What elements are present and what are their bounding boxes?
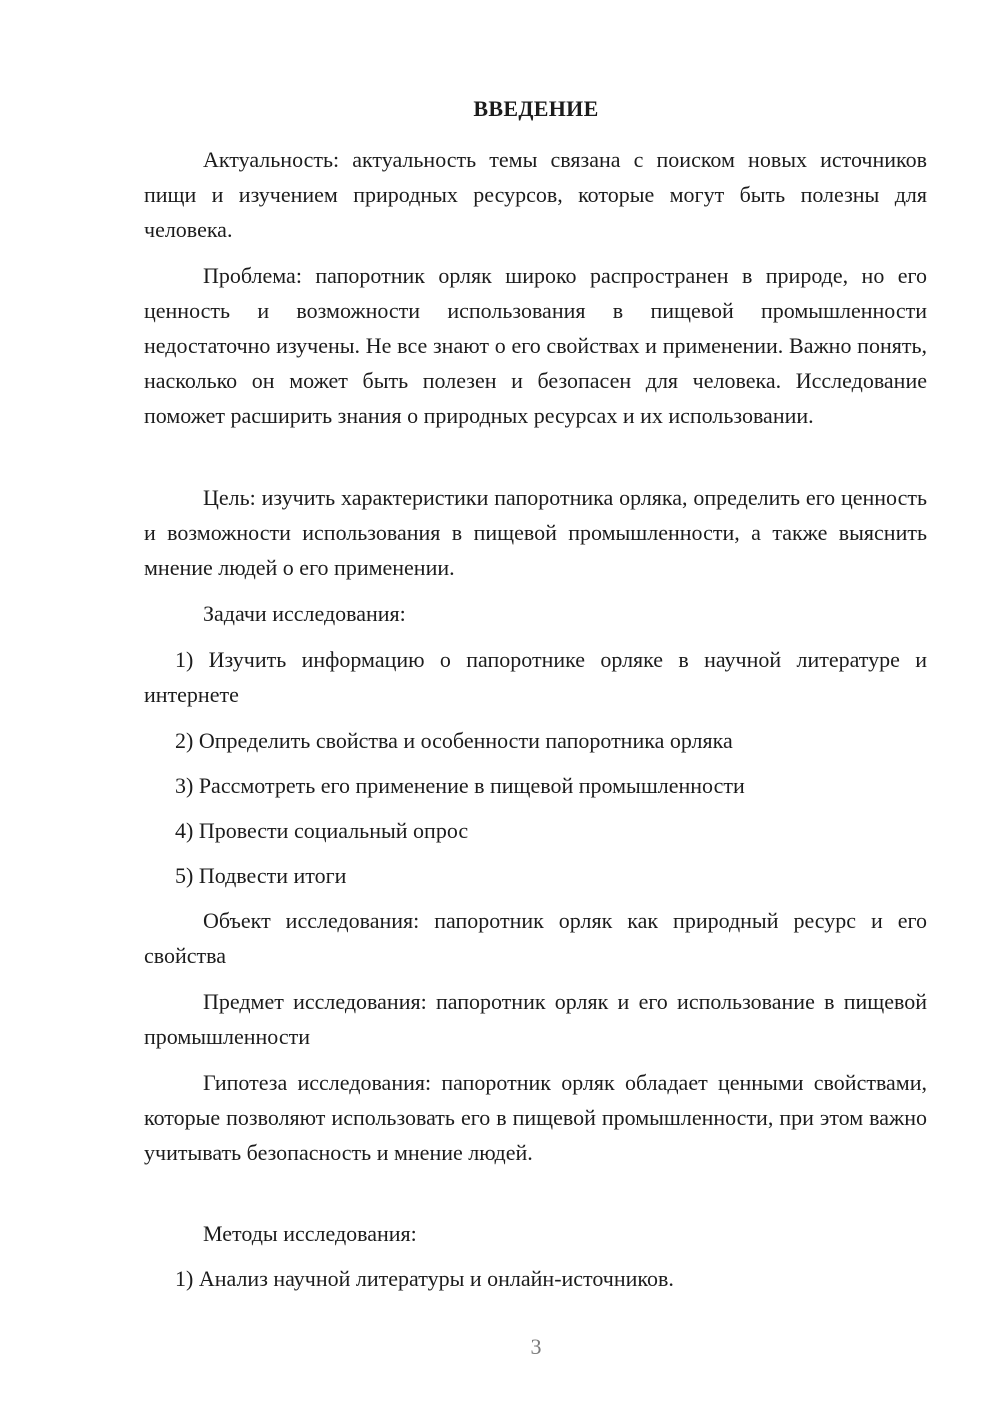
paragraph-subject: Предмет исследования: папоротник орляк и его использование в пищевой промышленности	[144, 989, 927, 1049]
section-heading: ВВЕДЕНИЕ	[473, 96, 599, 121]
paragraph-problem: Проблема: папоротник орляк широко распространен в природе, но его ценность и возможности использования в пищевой промышленности недостаточно изучены. Не все знают о его свойствах и применении. Важно понять, насколько он может быть полезен и безопасен для человека. Исследование поможет расширить знания о природных ресурсах и их использовании.	[144, 263, 927, 428]
methods-title: Методы исследования:	[203, 1221, 417, 1246]
method-item-1: 1) Анализ научной литературы и онлайн-источников.	[175, 1266, 674, 1291]
task-item-2: 2) Определить свойства и особенности папоротника орляка	[175, 728, 733, 753]
paragraph-goal: Цель: изучить характеристики папоротника орляка, определить его ценность и возможности использования в пищевой промышленности, а также выяснить мнение людей о его применении.	[144, 485, 927, 580]
page-number: 3	[530, 1334, 542, 1359]
task-item-3: 3) Рассмотреть его применение в пищевой промышленности	[175, 773, 745, 798]
paragraph-relevance: Актуальность: актуальность темы связана с поиском новых источников пищи и изучением природных ресурсов, которые могут быть полезны для человека.	[144, 147, 927, 242]
task-item-4: 4) Провести социальный опрос	[175, 818, 469, 843]
paragraph-hypothesis: Гипотеза исследования: папоротник орляк обладает ценными свойствами, которые позволяют использовать его в пищевой промышленности, при этом важно учитывать безопасность и мнение людей.	[144, 1070, 927, 1165]
task-item-5: 5) Подвести итоги	[175, 863, 347, 888]
tasks-title: Задачи исследования:	[203, 601, 406, 626]
task-item-1: 1) Изучить информацию о папоротнике орляке в научной литературе и интернете	[144, 647, 927, 707]
paragraph-object: Объект исследования: папоротник орляк как природный ресурс и его свойства	[144, 908, 927, 968]
